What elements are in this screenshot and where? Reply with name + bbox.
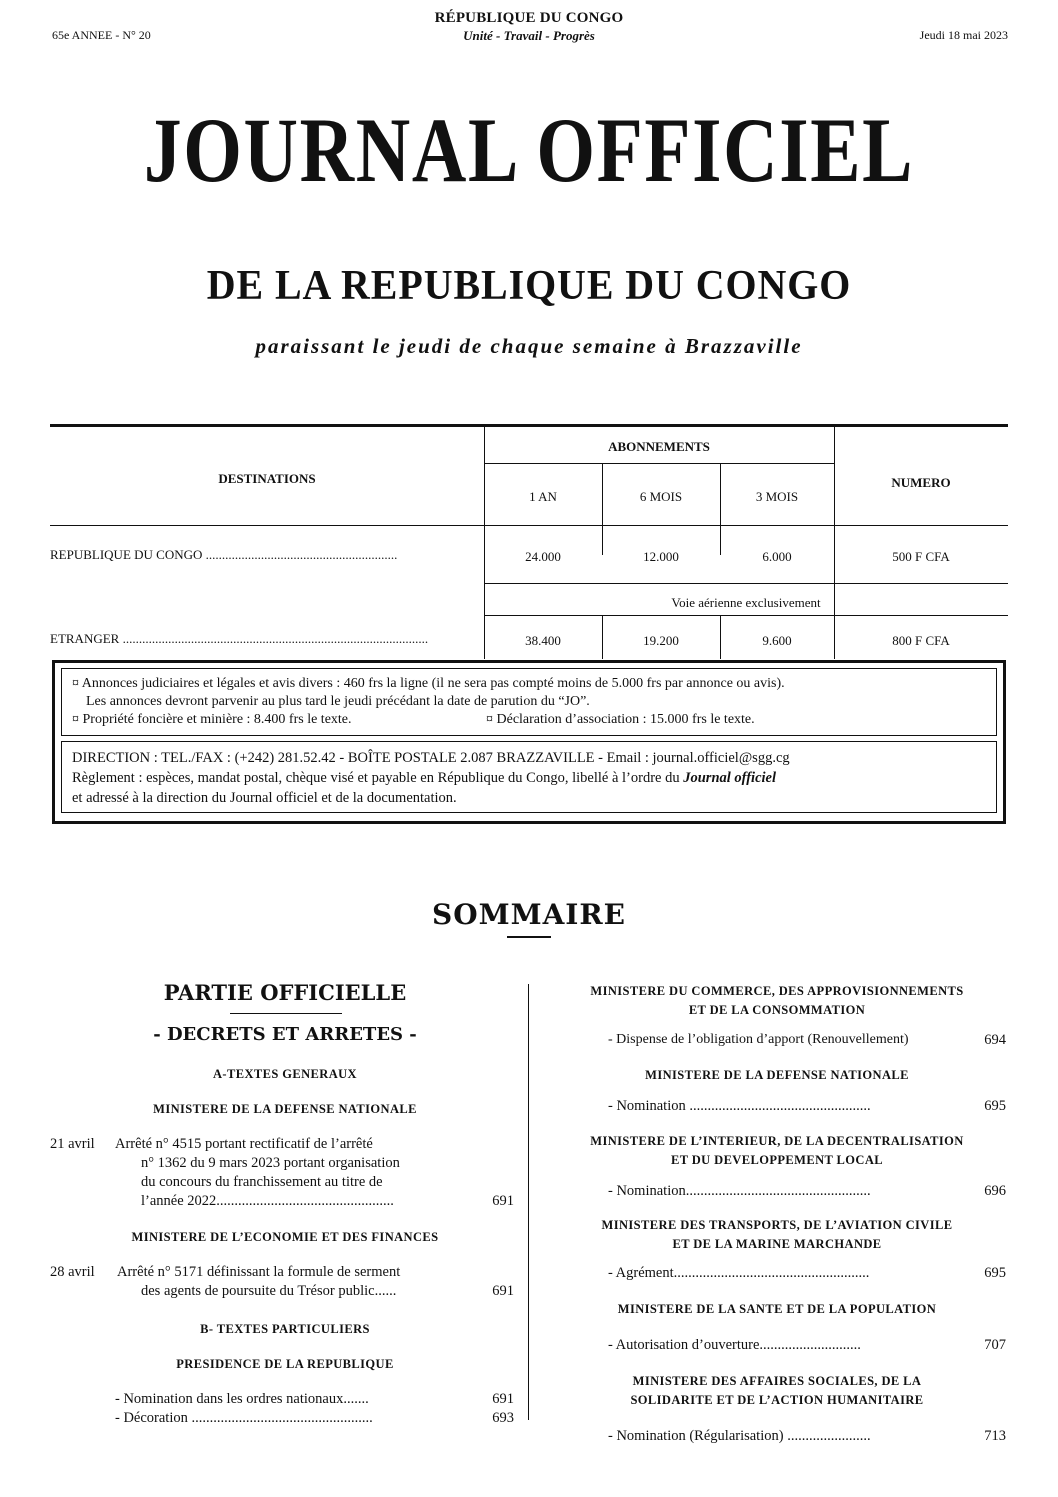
section-heading [538, 1372, 1016, 1410]
section-heading: A-TEXTES GENERAUX [213, 1067, 357, 1081]
heading-underline [230, 1013, 342, 1014]
section-heading: MINISTERE DE LA SANTE ET DE LA POPULATION [617, 1302, 937, 1316]
partie-officielle-heading: PARTIE OFFICIELLE [163, 980, 407, 1005]
section-heading-line: ET DU DEVELOPPEMENT LOCAL [670, 1153, 883, 1167]
numero-price: 800 F CFA [892, 633, 950, 648]
section-heading: MINISTERE DE LA DEFENSE NATIONALE [645, 1068, 909, 1082]
subscription-table [50, 424, 1008, 659]
page-number: 695 [984, 1265, 1006, 1281]
period-header: 3 MOIS [755, 489, 799, 504]
page-number: 691 [492, 1283, 514, 1299]
entry-text: - Décoration .................................................. [115, 1410, 373, 1426]
notice-line: ¤ Déclaration d’association : 15.000 frs le texte. [486, 712, 755, 727]
section-heading-line: SOLIDARITE ET DE L’ACTION HUMANITAIRE [630, 1393, 924, 1407]
period-header: 6 MOIS [639, 489, 683, 504]
entry-date: 21 avril [50, 1136, 95, 1152]
table-divider [484, 427, 485, 659]
section-heading: B- TEXTES PARTICULIERS [200, 1322, 370, 1336]
sommaire-underline [507, 936, 551, 938]
notice-line: Les annonces devront parvenir au plus tard le jeudi précédant la date de parution du “JO”. [86, 694, 590, 709]
numero-price: 500 F CFA [892, 549, 950, 564]
section-heading [538, 1216, 1016, 1254]
entry-text: n° 1362 du 9 mars 2023 portant organisation [141, 1155, 400, 1171]
table-divider [834, 427, 835, 659]
page-number: 694 [984, 1032, 1006, 1048]
entry-text: - Nomination .................................................. [608, 1098, 871, 1114]
numero-header: NUMERO [891, 475, 951, 490]
section-heading: PRESIDENCE DE LA REPUBLIQUE [176, 1357, 394, 1371]
price-cell: 19.200 [643, 633, 679, 648]
table-rule [484, 463, 834, 464]
page-number: 691 [492, 1391, 514, 1407]
entry-date: 28 avril [50, 1264, 95, 1280]
entry-text: - Nomination dans les ordres nationaux....... [115, 1391, 369, 1407]
price-cell: 12.000 [643, 549, 679, 564]
page-number: 707 [984, 1337, 1006, 1353]
issue-number: 65e ANNEE - N° 20 [52, 28, 151, 42]
entry-text: - Agrément...................................................... [608, 1265, 870, 1281]
section-heading [538, 1132, 1016, 1170]
table-divider [602, 463, 603, 555]
table-divider [720, 463, 721, 555]
section-heading: MINISTERE DE LA DEFENSE NATIONALE [153, 1102, 417, 1116]
notice-line: ¤ Propriété foncière et minière : 8.400 frs le texte. [72, 712, 352, 727]
column-divider [528, 984, 529, 1420]
section-heading-line: MINISTERE DU COMMERCE, DES APPROVISIONNEMENTS [590, 984, 964, 998]
section-heading-line: MINISTERE DES TRANSPORTS, DE L’AVIATION CIVILE [601, 1218, 953, 1232]
decrets-heading: - DECRETS ET ARRETES - [153, 1024, 417, 1045]
payment-text: Règlement : espèces, mandat postal, chèque visé et payable en République du Congo, libellé à l’ordre du [72, 770, 684, 786]
page-number: 695 [984, 1098, 1006, 1114]
section-heading: MINISTERE DE L’ECONOMIE ET DES FINANCES [131, 1230, 439, 1244]
price-cell: 24.000 [525, 549, 561, 564]
page-number: 696 [984, 1183, 1006, 1199]
direction-line: et adressé à la direction du Journal officiel et de la documentation. [72, 790, 457, 806]
entry-text: - Dispense de l’obligation d’apport (Renouvellement) [608, 1032, 909, 1047]
sommaire-title: SOMMAIRE [431, 898, 627, 931]
entry-text: Arrêté n° 4515 portant rectificatif de l’arrêté [115, 1136, 373, 1152]
section-heading-line: MINISTERE DES AFFAIRES SOCIALES, DE LA [632, 1374, 922, 1388]
republic-name: RÉPUBLIQUE DU CONGO [434, 10, 624, 26]
section-heading-line: ET DE LA CONSOMMATION [688, 1003, 866, 1017]
entry-text: des agents de poursuite du Trésor public...... [141, 1283, 397, 1299]
direction-box [61, 741, 997, 813]
entry-text: - Nomination (Régularisation) ....................... [608, 1428, 871, 1444]
table-rule [484, 615, 1008, 616]
journal-subtitle: DE LA REPUBLIQUE DU CONGO [206, 263, 852, 309]
direction-line: DIRECTION : TEL./FAX : (+242) 281.52.42 - BOÎTE POSTALE 2.087 BRAZZAVILLE - Email : journal.officiel@sgg.cg [72, 750, 790, 766]
page-number: 713 [984, 1428, 1006, 1444]
issue-date: Jeudi 18 mai 2023 [919, 28, 1008, 42]
price-cell: 38.400 [525, 633, 561, 648]
journal-name-emphasis: Journal officiel [683, 770, 777, 786]
destination-label: ETRANGER .............................................................................................. [50, 631, 429, 646]
air-mail-note: Voie aérienne exclusivement [671, 595, 821, 610]
section-heading-line: MINISTERE DE L’INTERIEUR, DE LA DECENTRALISATION [590, 1134, 964, 1148]
page-number: 691 [492, 1193, 514, 1209]
abonnements-header: ABONNEMENTS [608, 439, 710, 454]
notices-box [61, 668, 997, 736]
destinations-header: DESTINATIONS [218, 471, 316, 486]
republic-header [0, 10, 1058, 44]
journal-title: JOURNAL OFFICIEL [143, 99, 915, 201]
price-cell: 9.600 [762, 633, 792, 648]
price-cell: 6.000 [762, 549, 792, 564]
entry-text: du concours du franchissement au titre de [141, 1174, 383, 1190]
page-number: 693 [492, 1410, 514, 1426]
table-rule [484, 583, 1008, 584]
period-header: 1 AN [529, 489, 557, 504]
entry-text: Arrêté n° 5171 définissant la formule de serment [117, 1264, 401, 1280]
entry-text: - Nomination................................................... [608, 1183, 871, 1199]
notice-line: ¤ Annonces judiciaires et légales et avis divers : 460 frs la ligne (il ne sera pas compté moins de 5.000 frs par annonce ou avis). [72, 676, 785, 691]
journal-tagline: paraissant le jeudi de chaque semaine à Brazzaville [255, 334, 803, 358]
entry-text: - Autorisation d’ouverture............................ [608, 1337, 861, 1353]
entry-text: l’année 2022................................................. [141, 1193, 394, 1209]
direction-line [72, 770, 776, 787]
table-rule [50, 525, 1008, 526]
section-heading [538, 982, 1016, 1020]
destination-label: REPUBLIQUE DU CONGO ........................................................... [50, 547, 398, 562]
republic-motto: Unité - Travail - Progrès [463, 28, 595, 43]
info-box [52, 660, 1006, 824]
section-heading-line: ET DE LA MARINE MARCHANDE [672, 1237, 882, 1251]
